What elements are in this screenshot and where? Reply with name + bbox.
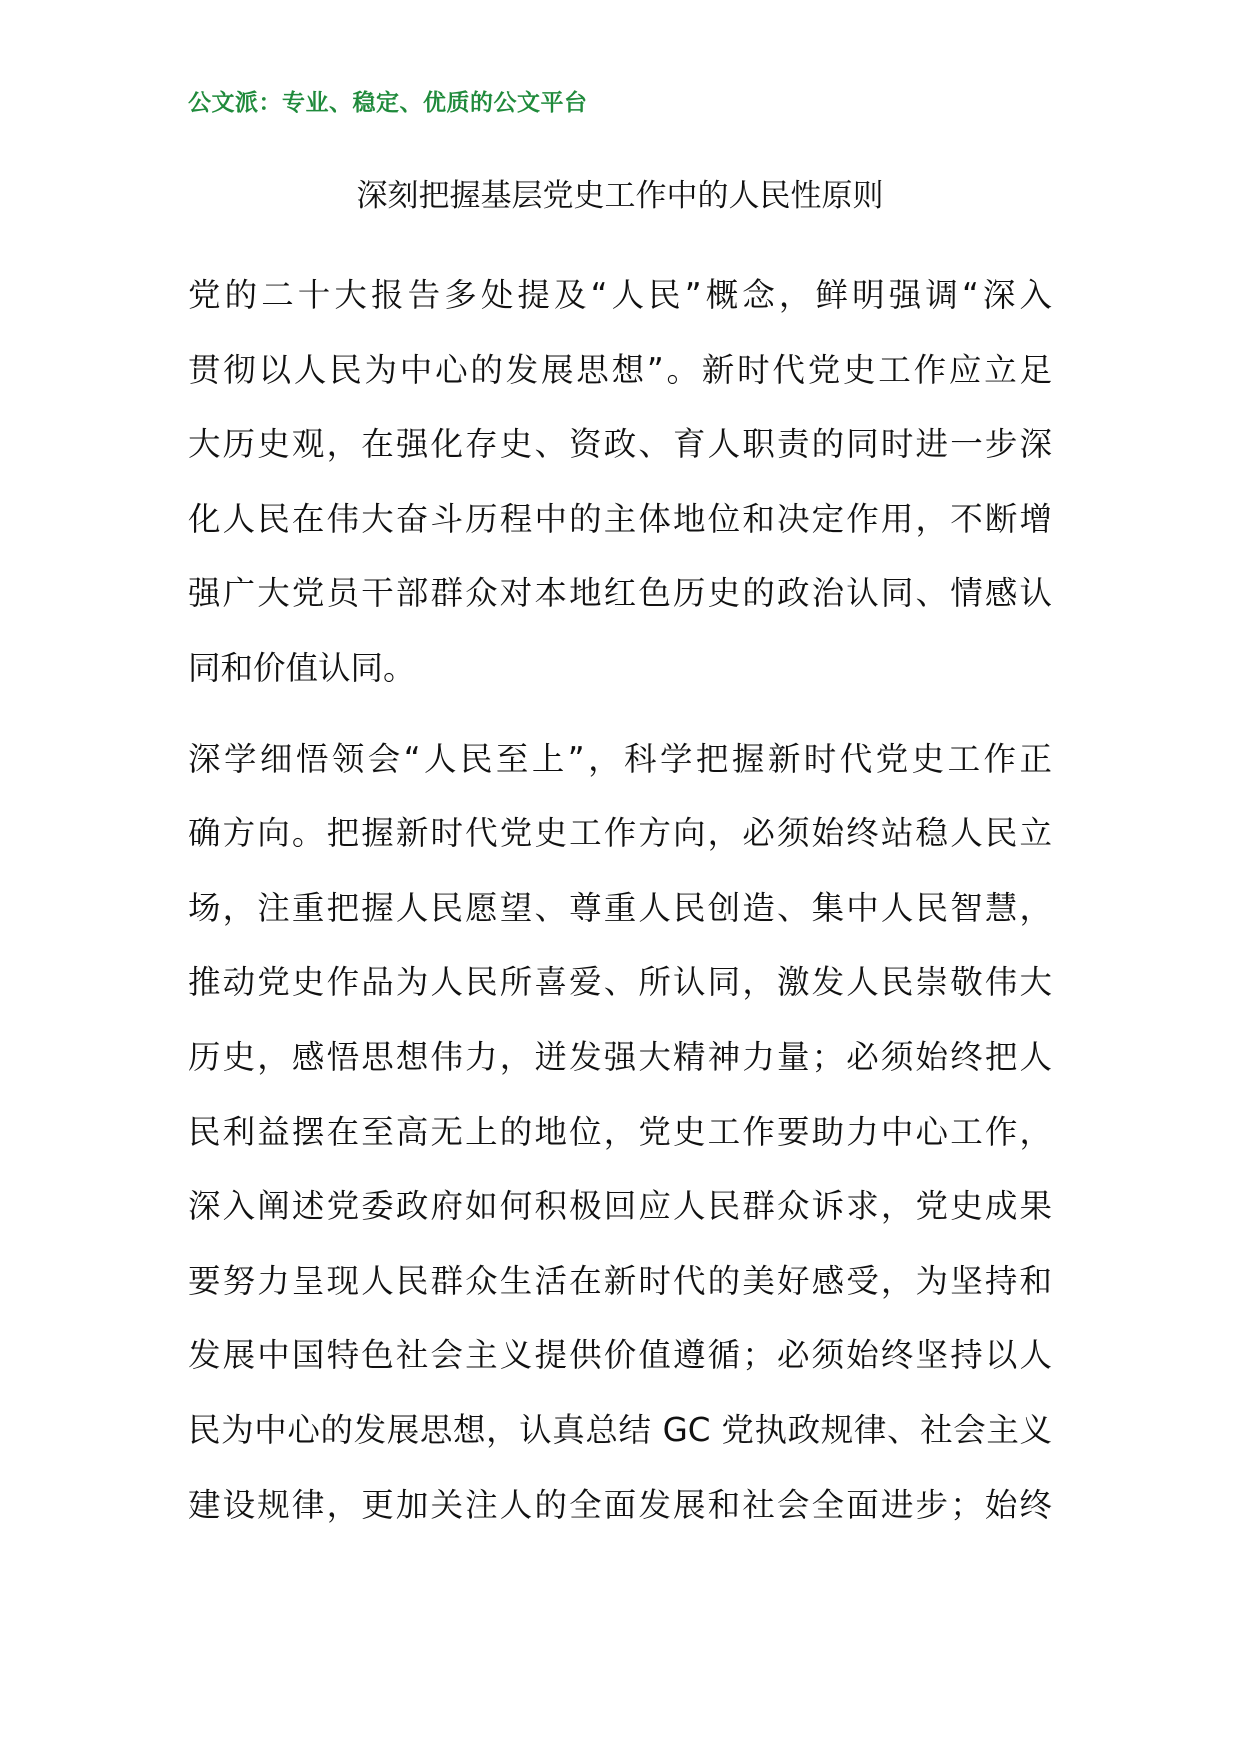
text-line: 化人民在伟大奋斗历程中的主体地位和决定作用，不断增 — [188, 499, 1052, 538]
document-title: 深刻把握基层党史工作中的人民性原则 — [356, 178, 884, 214]
text-line: 推动党史作品为人民所喜爱、所认同，激发人民崇敬伟大 — [188, 963, 1052, 1002]
text-line: 发展中国特色社会主义提供价值遵循；必须始终坚持以人 — [188, 1336, 1052, 1375]
text-line: 民为中心的发展思想，认真总结 GC 党执政规律、社会主义 — [188, 1410, 1052, 1449]
paragraph-2 — [188, 722, 1052, 1543]
text-line: 大历史观，在强化存史、资政、育人职责的同时进一步深 — [188, 425, 1052, 464]
document-body — [188, 258, 1052, 1558]
text-line: 党的二十大报告多处提及“人民”概念，鲜明强调“深入 — [188, 276, 1052, 314]
header-note: 公文派：专业、稳定、优质的公文平台 — [188, 89, 588, 116]
text-line: 贯彻以人民为中心的发展思想”。新时代党史工作应立足 — [188, 350, 1052, 389]
text-line: 历史，感悟思想伟力，迸发强大精神力量；必须始终把人 — [188, 1037, 1052, 1076]
text-line: 建设规律，更加关注人的全面发展和社会全面进步；始终 — [188, 1485, 1052, 1524]
text-line: 民利益摆在至高无上的地位，党史工作要助力中心工作， — [188, 1112, 1052, 1151]
text-line: 场，注重把握人民愿望、尊重人民创造、集中人民智慧， — [188, 888, 1052, 927]
text-line: 确方向。把握新时代党史工作方向，必须始终站稳人民立 — [188, 814, 1052, 853]
text-line: 深入阐述党委政府如何积极回应人民群众诉求，党史成果 — [188, 1187, 1052, 1226]
text-line: 要努力呈现人民群众生活在新时代的美好感受，为坚持和 — [188, 1261, 1052, 1300]
text-line: 深学细悟领会“人民至上”，科学把握新时代党史工作正 — [188, 739, 1052, 778]
paragraph-1 — [188, 258, 1052, 706]
text-line: 强广大党员干部群众对本地红色历史的政治认同、情感认 — [188, 574, 1052, 613]
text-line: 同和价值认同。 — [188, 648, 416, 687]
